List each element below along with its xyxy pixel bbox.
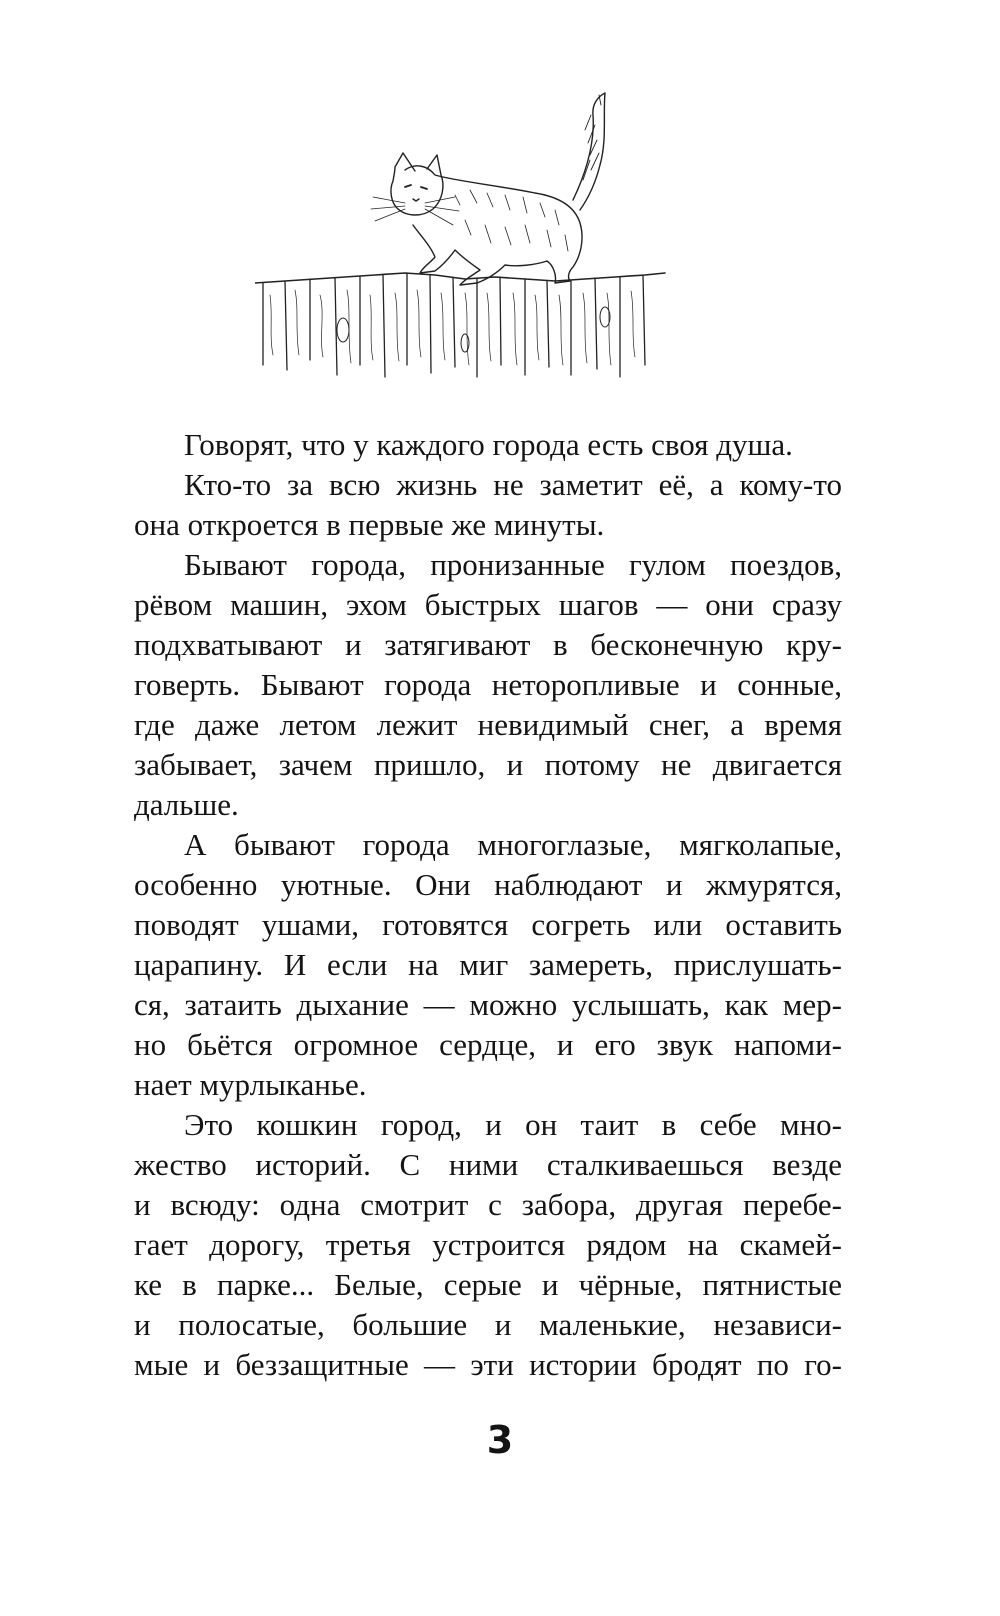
text-line: говерть. Бывают города неторопливые и сонные, bbox=[134, 667, 842, 702]
paragraph bbox=[134, 825, 842, 1105]
text-line: где даже летом лежит невидимый снег, а время bbox=[134, 707, 842, 742]
text-line: царапину. И если на миг замереть, прислушать- bbox=[134, 947, 842, 982]
text-line: жество историй. С ними сталкиваешься везде bbox=[134, 1147, 842, 1182]
cat-on-fence-illustration bbox=[255, 85, 680, 385]
text-line: нает мурлыканье. bbox=[134, 1067, 367, 1102]
text-line: дальше. bbox=[134, 787, 239, 822]
page-number: 3 bbox=[486, 1418, 514, 1462]
fence-top bbox=[255, 273, 665, 283]
text-line: Кто-то за всю жизнь не заметит её, а кому-то bbox=[184, 467, 842, 502]
fence-boards bbox=[263, 273, 645, 377]
text-line: Это кошкин город, и он таит в себе мно- bbox=[184, 1107, 842, 1142]
text-line: она откроется в первые же минуты. bbox=[134, 507, 605, 542]
paragraph bbox=[134, 465, 842, 545]
text-line: и всюду: одна смотрит с забора, другая перебе- bbox=[134, 1187, 842, 1222]
text-line: особенно уютные. Они наблюдают и жмурятся, bbox=[134, 867, 842, 902]
cat-head bbox=[391, 153, 443, 215]
text-line: рёвом машин, эхом быстрых шагов — они сразу bbox=[134, 587, 842, 622]
cat-tail bbox=[573, 93, 605, 210]
cat-body bbox=[405, 166, 582, 285]
text-line: забывает, зачем пришло, и потому не двигается bbox=[134, 747, 842, 782]
paragraph bbox=[134, 425, 842, 465]
text-line: мые и беззащитные — эти истории бродят по го- bbox=[134, 1347, 842, 1382]
paragraph bbox=[134, 1105, 842, 1385]
text-line: ке в парке... Белые, серые и чёрные, пятнистые bbox=[134, 1267, 842, 1302]
text-line: Бывают города, пронизанные гулом поездов, bbox=[184, 547, 842, 582]
text-line: А бывают города многоглазые, мягколапые, bbox=[184, 827, 842, 862]
text-line: поводят ушами, готовятся согреть или оставить bbox=[134, 907, 842, 942]
paragraph bbox=[134, 545, 842, 825]
text-line: гает дорогу, третья устроится рядом на скамей- bbox=[134, 1227, 842, 1262]
book-text bbox=[134, 425, 842, 1385]
text-line: но бьётся огромное сердце, и его звук напоми- bbox=[134, 1027, 842, 1062]
text-line: Говорят, что у каждого города есть своя душа. bbox=[184, 427, 793, 462]
text-line: ся, затаить дыхание — можно услышать, как мер- bbox=[134, 987, 842, 1022]
text-line: и полосатые, большие и маленькие, независи- bbox=[134, 1307, 842, 1342]
text-line: подхватывают и затягивают в бесконечную кру- bbox=[134, 627, 842, 662]
